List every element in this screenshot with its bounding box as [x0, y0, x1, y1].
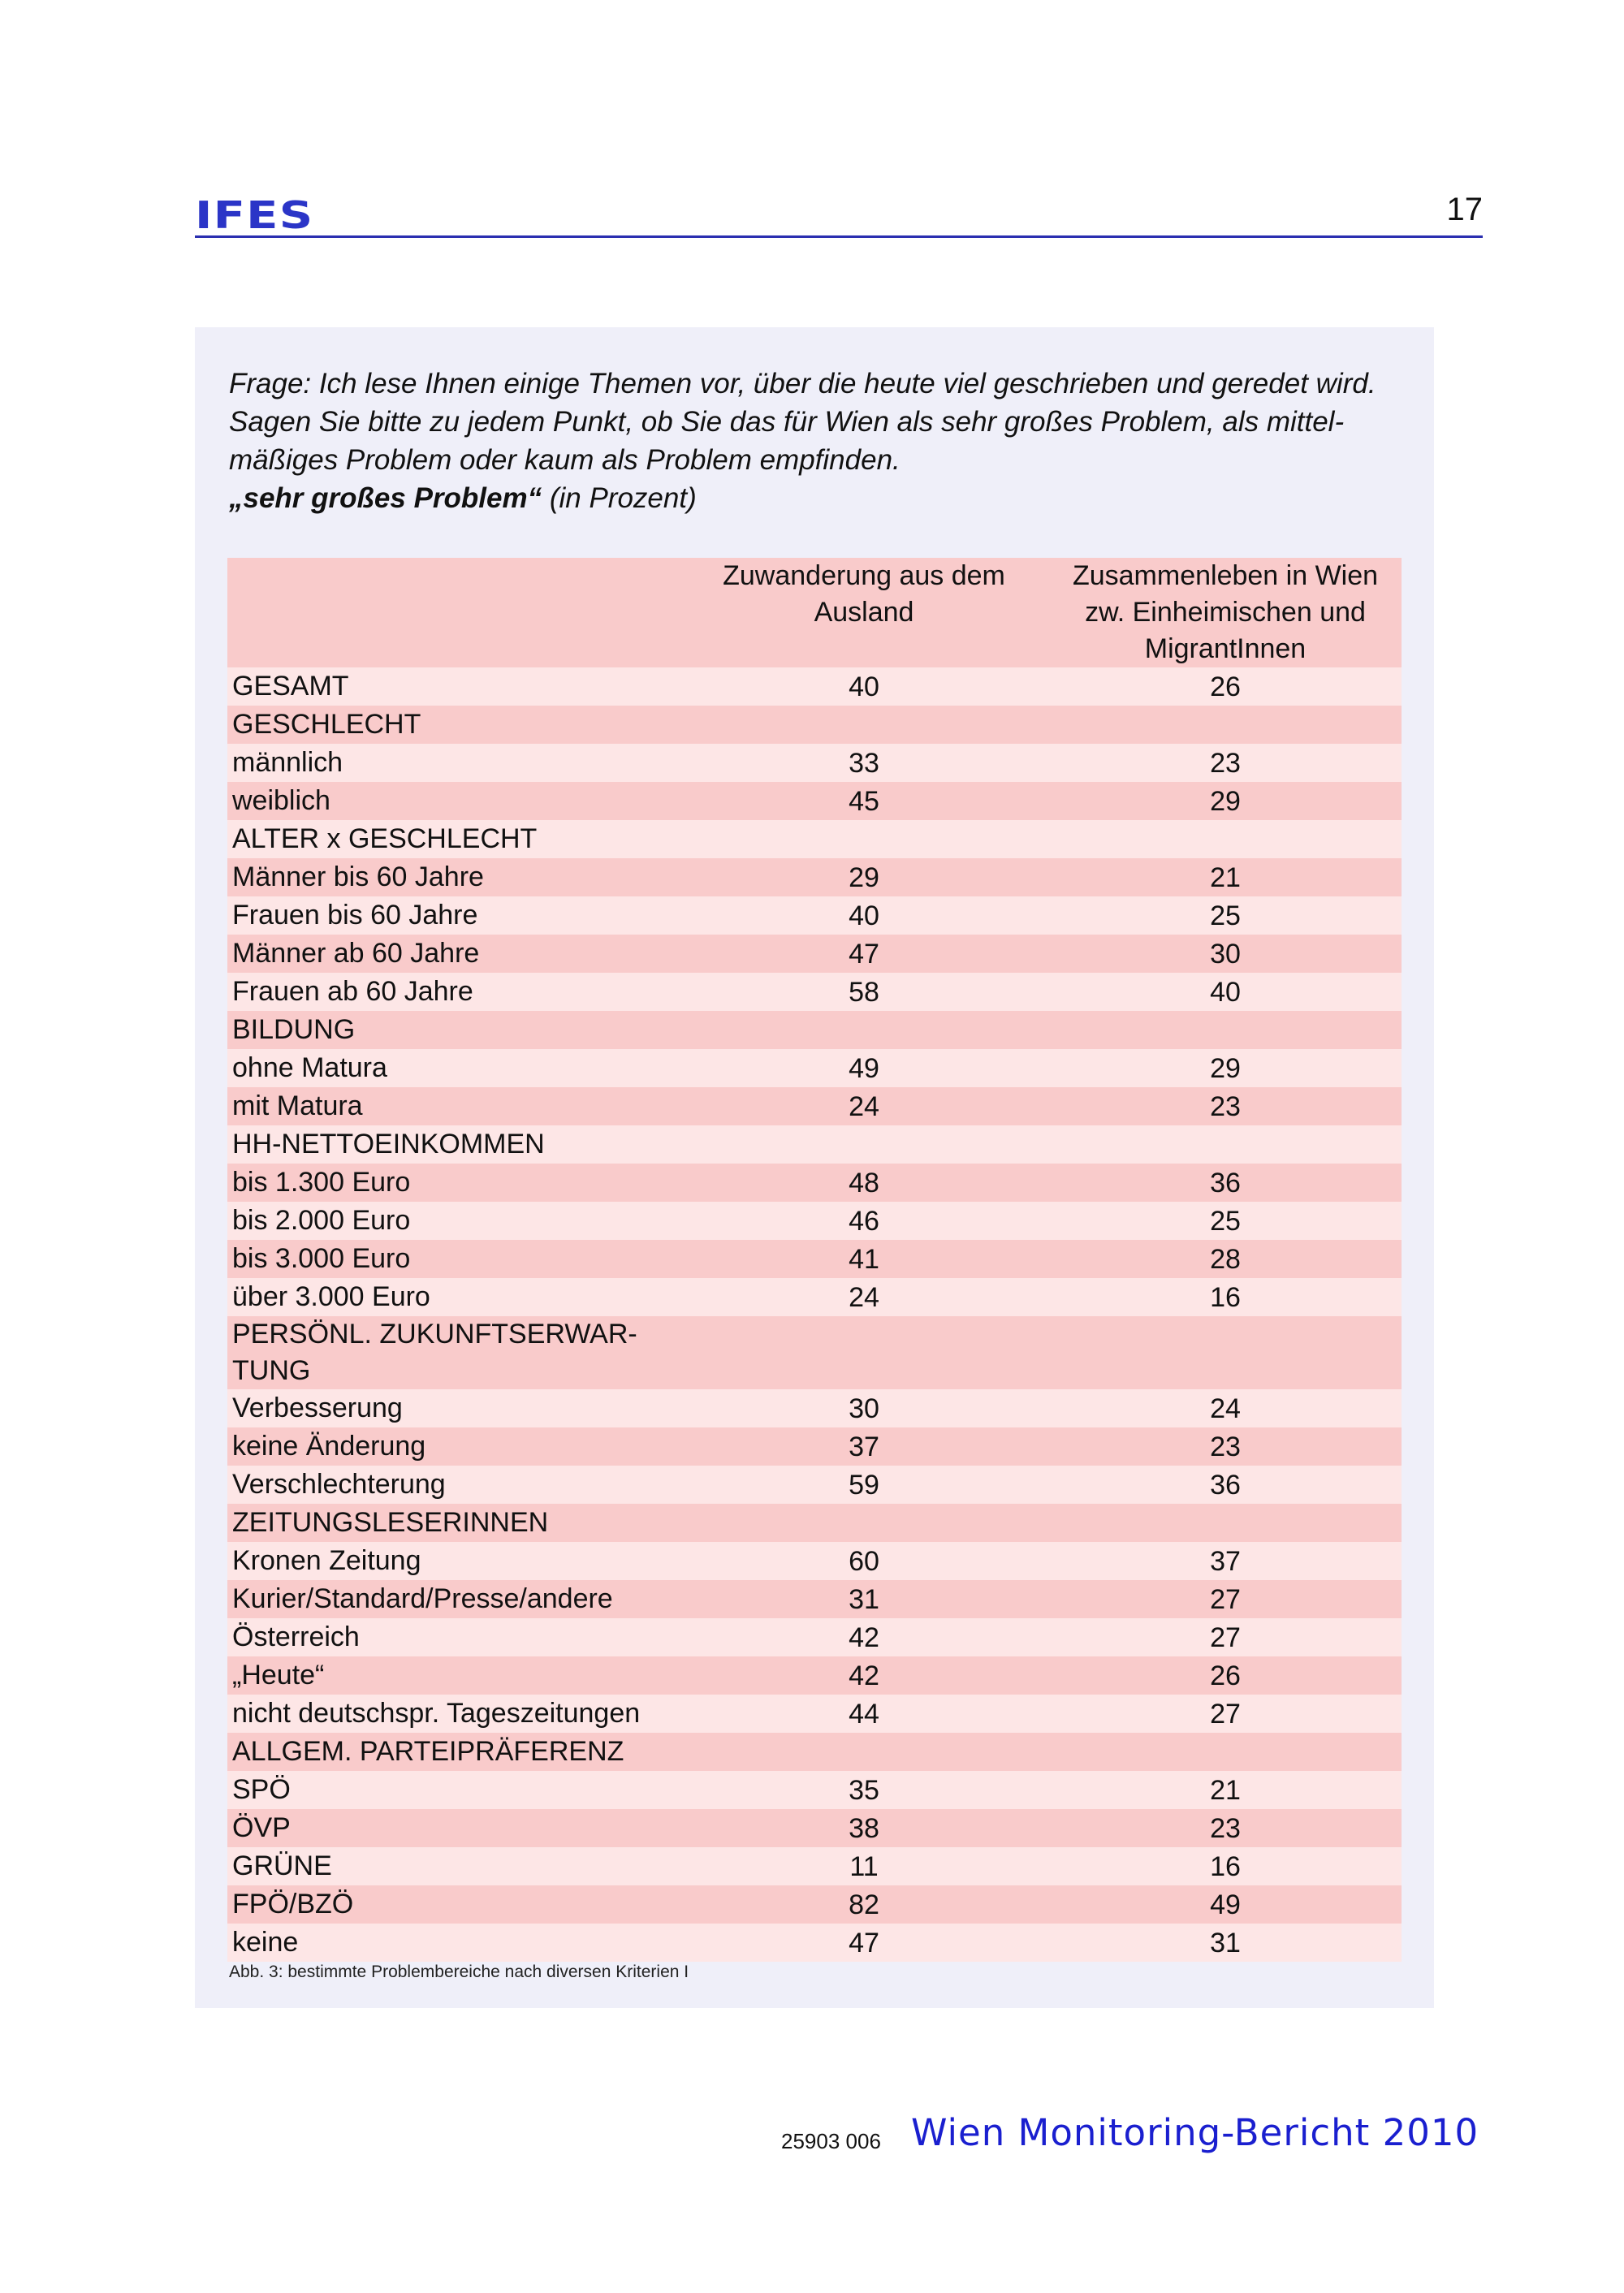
- value-zuwanderung: 40: [679, 667, 1044, 706]
- table-row: [227, 1924, 1402, 1962]
- header-blank: [227, 558, 679, 667]
- value-zuwanderung: 82: [679, 1885, 1044, 1924]
- value-zusammenleben: [1044, 706, 1402, 744]
- value-zuwanderung: 42: [679, 1618, 1044, 1656]
- value-zuwanderung: 33: [679, 744, 1044, 782]
- table-row: [227, 1087, 1402, 1125]
- table-row: [227, 973, 1402, 1011]
- header-zuwanderung: Zuwanderung aus dem Ausland: [679, 558, 1044, 667]
- table-row: [227, 1427, 1402, 1466]
- value-zusammenleben: 40: [1044, 973, 1402, 1011]
- row-label: nicht deutschspr. Tageszeitungen: [227, 1695, 679, 1733]
- row-label: Österreich: [227, 1618, 679, 1656]
- row-label: HH-NETTOEINKOMMEN: [227, 1125, 679, 1164]
- value-zusammenleben: 27: [1044, 1695, 1402, 1733]
- table-row: [227, 1695, 1402, 1733]
- value-zusammenleben: 25: [1044, 1202, 1402, 1240]
- value-zusammenleben: 23: [1044, 744, 1402, 782]
- report-title: Wien Monitoring-Bericht 2010: [911, 2111, 1479, 2154]
- table-row: [227, 1542, 1402, 1580]
- value-zusammenleben: 25: [1044, 896, 1402, 935]
- row-label: bis 1.300 Euro: [227, 1164, 679, 1202]
- row-label: ALTER x GESCHLECHT: [227, 820, 679, 858]
- table-row: [227, 1733, 1402, 1771]
- value-zusammenleben: 26: [1044, 667, 1402, 706]
- value-zusammenleben: [1044, 1733, 1402, 1771]
- value-zusammenleben: 31: [1044, 1924, 1402, 1962]
- table-row: [227, 1580, 1402, 1618]
- table-row: [227, 1164, 1402, 1202]
- value-zuwanderung: 46: [679, 1202, 1044, 1240]
- figure-caption: Abb. 3: bestimmte Problembereiche nach diversen Kriterien I: [229, 1963, 689, 1981]
- value-zuwanderung: [679, 1733, 1044, 1771]
- table-row: [227, 1847, 1402, 1885]
- row-label: keine Änderung: [227, 1427, 679, 1466]
- value-zusammenleben: [1044, 820, 1402, 858]
- table-row: [227, 820, 1402, 858]
- table-row: [227, 667, 1402, 706]
- header-zusammenleben: Zusammenleben in Wien zw. Einheimischen und MigrantInnen: [1044, 558, 1402, 667]
- value-zuwanderung: 37: [679, 1427, 1044, 1466]
- value-zuwanderung: 47: [679, 1924, 1044, 1962]
- value-zusammenleben: [1044, 1504, 1402, 1542]
- ifes-logo: IFES: [195, 193, 314, 237]
- value-zusammenleben: 24: [1044, 1389, 1402, 1427]
- row-label: Frauen ab 60 Jahre: [227, 973, 679, 1011]
- table-row: [227, 1125, 1402, 1164]
- value-zusammenleben: [1044, 1011, 1402, 1049]
- value-zuwanderung: 58: [679, 973, 1044, 1011]
- row-label: ohne Matura: [227, 1049, 679, 1087]
- table-row: [227, 1618, 1402, 1656]
- row-label: FPÖ/BZÖ: [227, 1885, 679, 1924]
- table-body: [227, 667, 1402, 1962]
- question-line-2: Sagen Sie bitte zu jedem Punkt, ob Sie das für Wien als sehr großes Problem, als mittel-: [229, 406, 1345, 438]
- results-table: [227, 558, 1402, 1962]
- row-label: „Heute“: [227, 1656, 679, 1695]
- value-zusammenleben: 27: [1044, 1618, 1402, 1656]
- question-line-3: mäßiges Problem oder kaum als Problem empfinden.: [229, 444, 901, 476]
- table-row: [227, 1389, 1402, 1427]
- value-zusammenleben: 23: [1044, 1809, 1402, 1847]
- value-zusammenleben: 23: [1044, 1087, 1402, 1125]
- value-zuwanderung: 30: [679, 1389, 1044, 1427]
- table-row: [227, 1771, 1402, 1809]
- table-row: [227, 1049, 1402, 1087]
- value-zuwanderung: [679, 1125, 1044, 1164]
- value-zusammenleben: 30: [1044, 935, 1402, 973]
- row-label: GESAMT: [227, 667, 679, 706]
- row-label: GESCHLECHT: [227, 706, 679, 744]
- value-zuwanderung: 38: [679, 1809, 1044, 1847]
- table-row: [227, 858, 1402, 896]
- row-label: bis 2.000 Euro: [227, 1202, 679, 1240]
- question-unit: (in Prozent): [542, 482, 697, 514]
- table-row: [227, 1885, 1402, 1924]
- value-zusammenleben: 16: [1044, 1278, 1402, 1316]
- table-row: [227, 1466, 1402, 1504]
- value-zusammenleben: 36: [1044, 1164, 1402, 1202]
- value-zusammenleben: 16: [1044, 1847, 1402, 1885]
- question-emphasis: „sehr großes Problem“: [229, 482, 542, 514]
- value-zusammenleben: [1044, 1316, 1402, 1389]
- value-zusammenleben: 27: [1044, 1580, 1402, 1618]
- value-zuwanderung: 31: [679, 1580, 1044, 1618]
- value-zuwanderung: 59: [679, 1466, 1044, 1504]
- row-label: PERSÖNL. ZUKUNFTSERWAR-TUNG: [227, 1316, 679, 1389]
- value-zuwanderung: 49: [679, 1049, 1044, 1087]
- value-zusammenleben: 21: [1044, 858, 1402, 896]
- value-zuwanderung: 24: [679, 1278, 1044, 1316]
- question-text: [229, 365, 1415, 517]
- value-zusammenleben: 36: [1044, 1466, 1402, 1504]
- value-zusammenleben: 29: [1044, 1049, 1402, 1087]
- row-label: Frauen bis 60 Jahre: [227, 896, 679, 935]
- question-line-1: Frage: Ich lese Ihnen einige Themen vor, über die heute viel geschrieben und geredet wird.: [229, 368, 1376, 399]
- value-zusammenleben: 21: [1044, 1771, 1402, 1809]
- row-label: weiblich: [227, 782, 679, 820]
- value-zuwanderung: 42: [679, 1656, 1044, 1695]
- table-row: [227, 1202, 1402, 1240]
- table-row: [227, 1316, 1402, 1389]
- figure-panel: [195, 327, 1434, 2008]
- table-row: [227, 706, 1402, 744]
- value-zuwanderung: 40: [679, 896, 1044, 935]
- value-zusammenleben: 37: [1044, 1542, 1402, 1580]
- table-row: [227, 935, 1402, 973]
- page-number: 17: [1446, 192, 1483, 227]
- value-zusammenleben: 26: [1044, 1656, 1402, 1695]
- row-label: Männer bis 60 Jahre: [227, 858, 679, 896]
- value-zuwanderung: 48: [679, 1164, 1044, 1202]
- row-label: Verschlechterung: [227, 1466, 679, 1504]
- row-label: Männer ab 60 Jahre: [227, 935, 679, 973]
- value-zuwanderung: 41: [679, 1240, 1044, 1278]
- table-row: [227, 782, 1402, 820]
- row-label: über 3.000 Euro: [227, 1278, 679, 1316]
- value-zusammenleben: 29: [1044, 782, 1402, 820]
- value-zuwanderung: 11: [679, 1847, 1044, 1885]
- row-label: ZEITUNGSLESERINNEN: [227, 1504, 679, 1542]
- value-zuwanderung: [679, 706, 1044, 744]
- value-zuwanderung: 45: [679, 782, 1044, 820]
- value-zuwanderung: [679, 820, 1044, 858]
- table-row: [227, 1809, 1402, 1847]
- row-label: SPÖ: [227, 1771, 679, 1809]
- page-header: [195, 188, 1483, 238]
- row-label: keine: [227, 1924, 679, 1962]
- table-row: [227, 896, 1402, 935]
- row-label: Kurier/Standard/Presse/andere: [227, 1580, 679, 1618]
- row-label: Verbesserung: [227, 1389, 679, 1427]
- value-zusammenleben: 49: [1044, 1885, 1402, 1924]
- value-zusammenleben: 28: [1044, 1240, 1402, 1278]
- row-label: mit Matura: [227, 1087, 679, 1125]
- value-zuwanderung: 24: [679, 1087, 1044, 1125]
- row-label: Kronen Zeitung: [227, 1542, 679, 1580]
- question-line-4: [229, 479, 1415, 517]
- value-zuwanderung: [679, 1504, 1044, 1542]
- value-zusammenleben: 23: [1044, 1427, 1402, 1466]
- table-row: [227, 1504, 1402, 1542]
- value-zuwanderung: 29: [679, 858, 1044, 896]
- row-label: bis 3.000 Euro: [227, 1240, 679, 1278]
- row-label: ÖVP: [227, 1809, 679, 1847]
- table-row: [227, 744, 1402, 782]
- row-label: ALLGEM. PARTEIPRÄFERENZ: [227, 1733, 679, 1771]
- row-label: GRÜNE: [227, 1847, 679, 1885]
- report-code: 25903 006: [781, 2129, 881, 2153]
- table-row: [227, 1656, 1402, 1695]
- row-label: BILDUNG: [227, 1011, 679, 1049]
- table-row: [227, 1278, 1402, 1316]
- value-zuwanderung: 44: [679, 1695, 1044, 1733]
- value-zuwanderung: 47: [679, 935, 1044, 973]
- table-row: [227, 1011, 1402, 1049]
- value-zusammenleben: [1044, 1125, 1402, 1164]
- value-zuwanderung: [679, 1316, 1044, 1389]
- row-label: männlich: [227, 744, 679, 782]
- value-zuwanderung: 35: [679, 1771, 1044, 1809]
- value-zuwanderung: 60: [679, 1542, 1044, 1580]
- table-row: [227, 1240, 1402, 1278]
- value-zuwanderung: [679, 1011, 1044, 1049]
- table-header-row: [227, 558, 1402, 667]
